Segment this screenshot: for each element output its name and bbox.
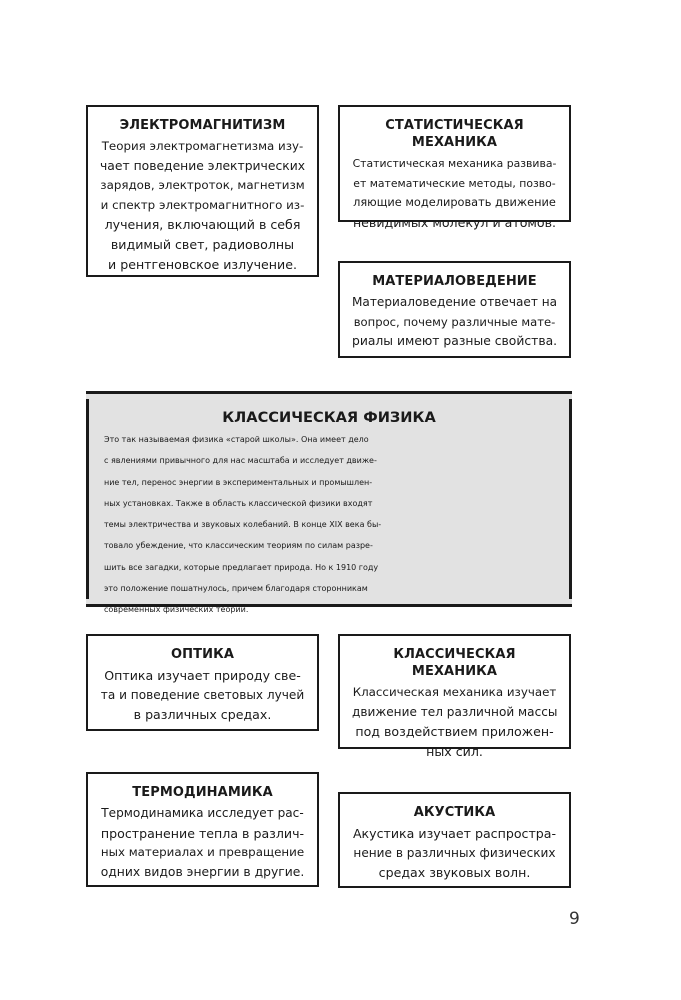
box-text-line: под воздействием приложен-	[355, 724, 554, 740]
panel-text-line: темы электричества и звуковых колебаний. В конце XIX века бы-	[104, 520, 382, 530]
box-text-line: нение в различных физических	[353, 845, 556, 860]
box-title: СТАТИСТИЧЕСКАЯ МЕХАНИКА	[385, 118, 524, 150]
box-classical-mechanics	[338, 634, 571, 759]
box-acoustics	[338, 792, 571, 888]
box-text-line: одних видов энергии в другие.	[100, 864, 305, 879]
box-text-line: средах звуковых волн.	[378, 865, 531, 881]
box-text-line: пространение тепла в различ-	[100, 825, 305, 841]
box-text-line: ных сил.	[426, 743, 483, 759]
panel-text-line: это положение пошатнулось, причем благодаря сторонникам	[104, 584, 368, 594]
box-title: ЭЛЕКТРОМАГНИТИЗМ	[119, 118, 286, 133]
box-text-line: вопрос, почему различные мате-	[353, 314, 556, 329]
box-text-line: та и поведение световых лучей	[100, 687, 305, 702]
box-text-line: в различных средах.	[133, 707, 272, 723]
box-text-line: зарядов, электроток, магнетизм	[100, 178, 305, 193]
box-materials-science	[338, 261, 571, 358]
box-text-line: ет математические методы, позво-	[353, 176, 556, 190]
box-title: ОПТИКА	[171, 647, 234, 662]
box-text-line: Классическая механика изучает	[352, 685, 557, 699]
panel-text-line: современных физических теорий.	[104, 605, 249, 615]
classical-physics-panel	[86, 391, 572, 615]
box-text-line: Материаловедение отвечает на	[352, 295, 558, 309]
box-text-line: Оптика изучает природу све-	[104, 668, 301, 683]
box-text-line: риалы имеют разные свойства.	[352, 334, 558, 349]
panel-right-edge	[569, 399, 572, 599]
panel-text-line: ных установках. Также в область классической физики входят	[104, 498, 373, 508]
panel-left-edge	[86, 399, 89, 599]
box-thermodynamics	[86, 772, 319, 887]
box-title: МАТЕРИАЛОВЕДЕНИЕ	[372, 274, 537, 289]
box-text-line: Акустика изучает распростра-	[352, 826, 557, 841]
box-text-line: Статистическая механика развива-	[352, 157, 557, 170]
box-text-line: Теория электромагнетизма изу-	[101, 139, 304, 153]
box-text-line: и рентгеновское излучение.	[108, 256, 297, 272]
panel-text-line: с явлениями привычного для нас масштаба и исследует движе-	[104, 456, 377, 466]
box-title: АКУСТИКА	[413, 805, 496, 820]
box-text-line: движение тел различной массы	[352, 704, 558, 719]
panel-text-line: шить все загадки, которые предлагает природа. Но к 1910 году	[104, 562, 379, 572]
box-title: КЛАССИЧЕСКАЯ МЕХАНИКА	[393, 647, 516, 679]
panel-title: КЛАССИЧЕСКАЯ ФИЗИКА	[222, 409, 436, 426]
panel-text-line: ние тел, перенос энергии в экспериментальных и промышлен-	[104, 477, 373, 487]
box-text-line: ляющие моделировать движение	[353, 195, 556, 210]
box-electromagnetism	[86, 105, 319, 277]
page-number: 9	[569, 909, 580, 929]
box-text-line: Термодинамика исследует рас-	[101, 806, 304, 820]
panel-text-line: Это так называемая физика «старой школы». Она имеет дело	[104, 435, 369, 444]
box-text-line: ных материалах и превращение	[100, 845, 305, 860]
box-text-line: лучения, включающий в себя	[104, 217, 301, 233]
panel-text-line: товало убеждение, что классическим теориям по силам разре-	[104, 541, 373, 551]
box-text-line: и спектр электромагнитного из-	[100, 197, 305, 212]
box-text-line: невидимых молекул и атомов.	[352, 214, 557, 230]
box-statistical-mechanics	[338, 105, 571, 230]
box-text-line: чает поведение электрических	[100, 158, 306, 173]
box-text-line: видимый свет, радиоволны	[110, 236, 295, 252]
box-optics	[86, 634, 319, 731]
box-title: ТЕРМОДИНАМИКА	[132, 785, 273, 800]
